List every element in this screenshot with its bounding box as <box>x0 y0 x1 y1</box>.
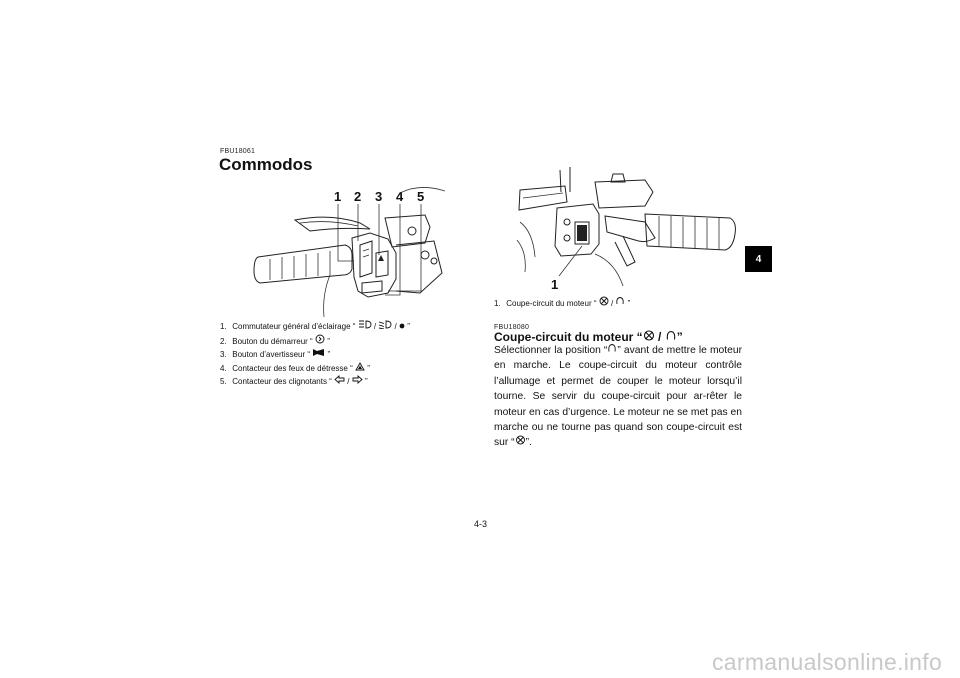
caption-list <box>220 320 410 389</box>
body-paragraph <box>494 343 742 451</box>
body-text-part: ”. <box>525 437 532 449</box>
callout-4: 4 <box>396 189 404 204</box>
caption-suffix: ” <box>327 336 330 346</box>
starter-icon <box>315 334 325 344</box>
engine-stop-off-icon <box>643 330 655 341</box>
callout-1: 1 <box>551 277 559 292</box>
horn-icon <box>312 348 325 357</box>
caption-number: 3. <box>220 350 227 359</box>
caption-text: Contacteur des feux de détresse “ <box>232 363 353 373</box>
caption-suffix: ” <box>364 377 368 386</box>
off-dot-icon <box>399 323 405 329</box>
high-beam-icon <box>358 320 372 329</box>
caption-text: Bouton du démarreur “ <box>232 336 313 346</box>
caption-suffix: ” <box>367 363 370 373</box>
caption-text: Commutateur général d’éclairage “ <box>232 322 356 331</box>
caption-text: Coupe-circuit du moteur “ <box>506 299 597 308</box>
callout-1: 1 <box>334 189 342 204</box>
caption-number: 2. <box>220 336 227 346</box>
low-beam-icon <box>378 320 392 329</box>
engine-stop-switch-figure <box>495 162 745 292</box>
caption-suffix: ” <box>327 350 331 359</box>
section-code-right: FBU18080 <box>494 324 530 331</box>
caption-suffix: ” <box>627 299 631 308</box>
engine-stop-off-icon <box>515 435 526 445</box>
caption-item-5: 5. Contacteur des clignotants “ / ” <box>220 375 410 389</box>
left-arrow-icon <box>334 375 345 384</box>
caption-item-1: 1. Commutateur général d’éclairage “ / / ” <box>220 320 410 334</box>
chapter-tab: 4 <box>745 246 772 272</box>
section-code-left: FBU18061 <box>220 148 256 155</box>
caption-number: 1. <box>494 299 501 308</box>
caption-suffix: ” <box>407 322 410 331</box>
section-title: Commodos <box>219 155 313 174</box>
engine-stop-run-icon <box>607 343 617 353</box>
engine-stop-run-icon <box>665 330 677 341</box>
subtitle-text: Coupe-circuit du moteur “ <box>494 330 643 344</box>
handlebar-switch-figure <box>220 183 450 318</box>
caption-number: 5. <box>220 377 227 386</box>
callout-3: 3 <box>375 189 383 204</box>
body-text-part: Sélectionner la position “ <box>494 345 608 356</box>
caption-number: 4. <box>220 363 227 373</box>
subtitle-suffix: ” <box>676 330 683 344</box>
engine-stop-run-icon <box>615 296 625 306</box>
caption-item-2 <box>220 334 410 349</box>
caption-item-3 <box>220 348 410 362</box>
callout-5: 5 <box>417 189 425 204</box>
section-subtitle: Coupe-circuit du moteur “ / ” <box>494 330 683 344</box>
caption-number: 1. <box>220 322 227 331</box>
caption-text: Contacteur des clignotants “ <box>232 377 332 386</box>
callout-2: 2 <box>354 189 362 204</box>
figure-caption-right: 1. Coupe-circuit du moteur “ / ” <box>494 296 630 311</box>
hazard-icon <box>355 362 365 371</box>
page-number: 4-3 <box>474 519 488 529</box>
body-text-part: ” avant de mettre le moteur en marche. Le coupe-circuit du moteur contrôle l’allumage et permet de couper le moteur lorsqu’il tourne. Se servir du coupe-circuit pour ar-rêter le moteur en cas d’urgence. Le moteur ne se met pas en marche ou ne tourne pas quand son coupe-circuit est sur “ <box>494 345 742 449</box>
right-arrow-icon <box>352 375 363 384</box>
engine-stop-off-icon <box>599 296 609 306</box>
watermark: carmanualsonline.info <box>712 649 943 675</box>
caption-text: Bouton d’avertisseur “ <box>232 350 311 359</box>
caption-item-4 <box>220 362 410 376</box>
